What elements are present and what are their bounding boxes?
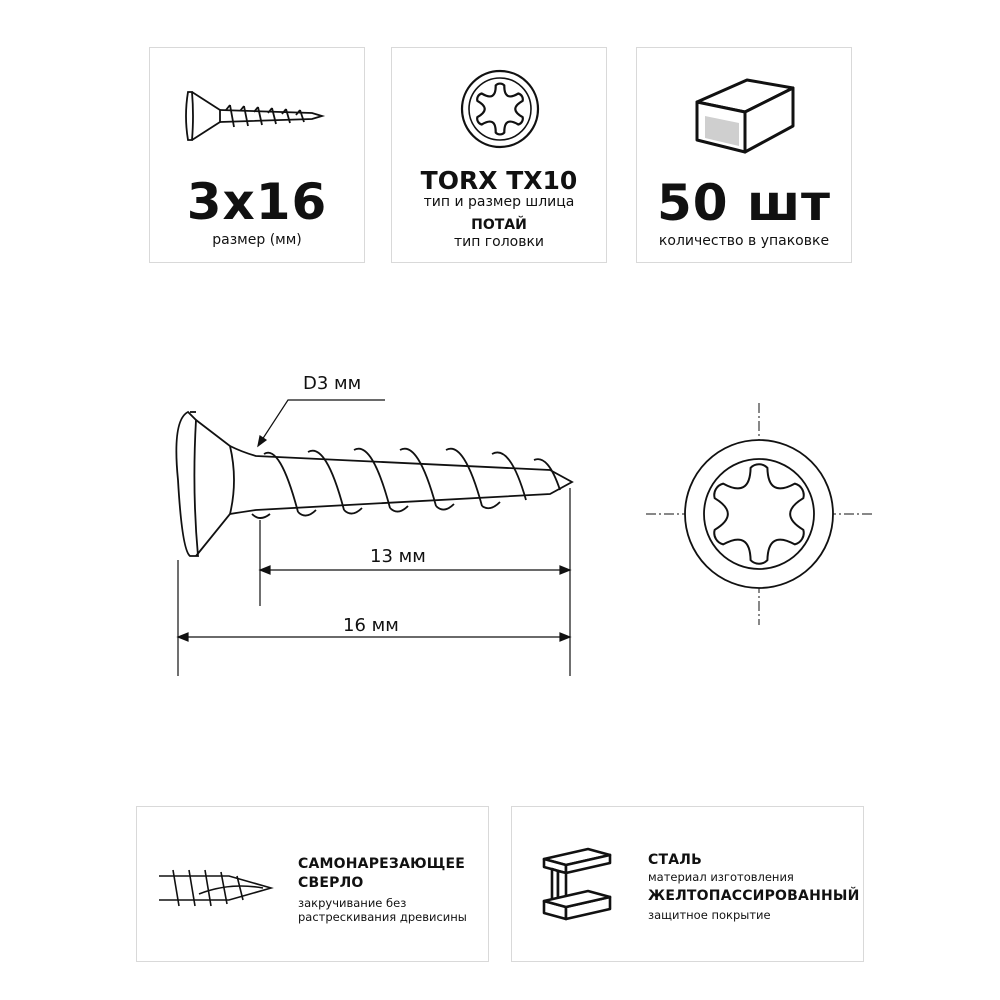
torx-icon [459, 68, 541, 150]
diameter-label: D3 мм [303, 373, 362, 394]
screw-head-top-view [646, 403, 872, 625]
drill-desc-line1: закручивание без [298, 896, 407, 910]
coating-caption: защитное покрытие [648, 908, 771, 922]
size-card [149, 47, 365, 263]
coating-title: ЖЕЛТОПАССИРОВАННЫЙ [648, 888, 860, 904]
drill-tip-icon [159, 862, 277, 912]
slot-title: TORX TX10 [420, 166, 578, 195]
drill-feature-card [136, 806, 489, 962]
box-icon [693, 68, 797, 154]
quantity-value: 50 шт [656, 174, 832, 232]
drill-title-line1: САМОНАРЕЗАЮЩЕЕ [298, 856, 466, 872]
head-caption: тип головки [453, 234, 545, 250]
quantity-caption: количество в упаковке [658, 233, 830, 249]
material-caption: материал изготовления [648, 870, 794, 884]
screw-side-view [160, 360, 600, 690]
screw-icon [180, 86, 330, 148]
total-length-label: 16 мм [343, 615, 399, 636]
thread-length-label: 13 мм [370, 546, 426, 567]
drill-desc-line2: растрескивания древисины [298, 910, 467, 924]
steel-beam-icon [540, 845, 614, 925]
slot-card [391, 47, 607, 263]
material-feature-card [511, 806, 864, 962]
quantity-card [636, 47, 852, 263]
size-caption: размер (мм) [212, 232, 302, 248]
drill-title-line2: СВЕРЛО [298, 875, 364, 891]
head-type: ПОТАЙ [471, 217, 527, 233]
size-value: 3x16 [186, 173, 328, 231]
slot-caption: тип и размер шлица [423, 194, 575, 210]
material-title: СТАЛЬ [648, 852, 702, 868]
